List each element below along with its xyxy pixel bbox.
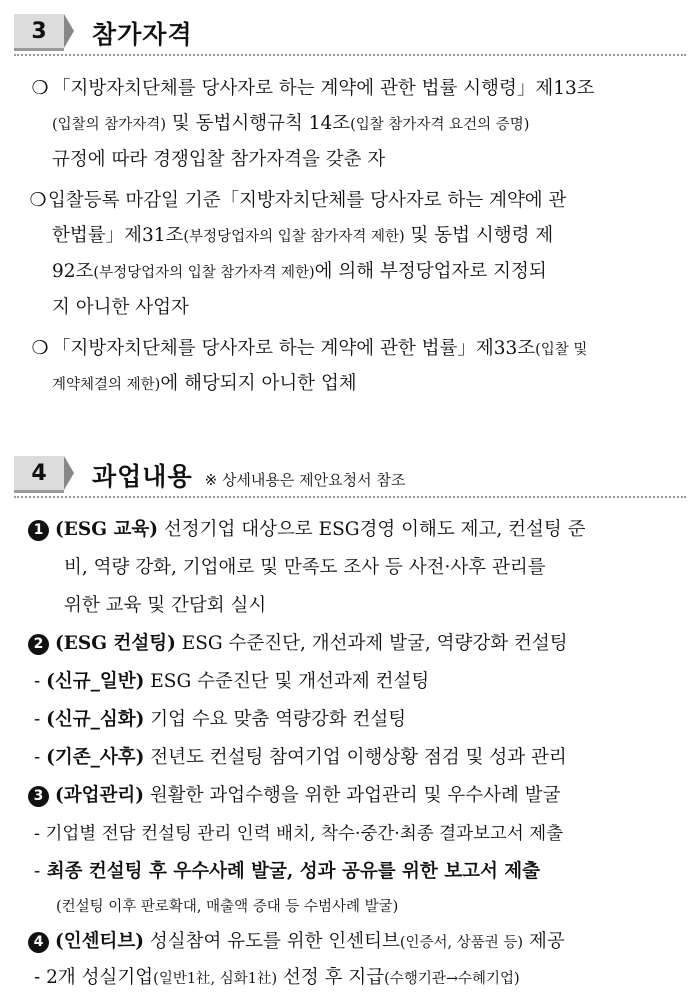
eligibility-item-1-line-3: 규정에 따라 경쟁입찰 참가자격을 갖춘 자 — [52, 149, 386, 170]
task-line: 4 (인센티브) 성실참여 유도를 위한 인센티브(인증서, 상품권 등) 제공 — [28, 924, 700, 960]
section-divider — [14, 496, 686, 498]
task-line: - (신규_일반) ESG 수준진단 및 개선과제 컨설팅 — [34, 671, 430, 692]
number-4-icon: 4 — [28, 932, 49, 953]
circle-bullet-icon: ❍ — [31, 337, 49, 359]
task-line: - 최종 컨설팅 후 우수사례 발굴, 성과 공유를 위한 보고서 제출 — [34, 861, 541, 882]
eligibility-item-1-line-2: (입찰의 참가자격) 및 동법시행규칙 14조(입찰 참가자격 요건의 증명) — [52, 113, 530, 134]
section-title: 과업내용 ※ 상세내용은 제안요청서 참조 — [92, 462, 406, 491]
section-note: ※ 상세내용은 제안요청서 참조 — [204, 471, 406, 489]
number-2-icon: 2 — [28, 634, 49, 655]
task-line: 비, 역량 강화, 기업애로 및 만족도 조사 등 사전·사후 관리를 — [64, 557, 546, 578]
task-line: 2 (ESG 컨설팅) ESG 수준진단, 개선과제 발굴, 역량강화 컨설팅 — [28, 626, 700, 662]
section-title: 참가자격 — [92, 20, 193, 49]
circle-bullet-icon: ❍ — [31, 77, 49, 99]
eligibility-item-3-line-1: ❍ 「지방자치단체를 당사자로 하는 계약에 관한 법률」제33조(입찰 및 — [28, 330, 700, 366]
number-1-icon: 1 — [28, 520, 49, 541]
eligibility-item-1-line-1: ❍ 「지방자치단체를 당사자로 하는 계약에 관한 법률 시행령」제13조 — [28, 70, 700, 106]
task-line: - 2개 성실기업(일반1社, 심화1社) 선정 후 지급(수행기관→수혜기업) — [34, 967, 520, 988]
task-line: - 기업별 전담 컨설팅 관리 인력 배치, 착수·중간·최종 결과보고서 제출 — [34, 824, 564, 844]
task-line: 1 (ESG 교육) 선정기업 대상으로 ESG경영 이해도 제고, 컨설팅 준 — [28, 512, 700, 548]
section-3-header — [0, 6, 700, 56]
task-line: - (신규_심화) 기업 수요 맞춤 역량강화 컨설팅 — [34, 709, 407, 730]
task-line: (컨설팅 이후 판로확대, 매출액 증대 등 수범사례 발굴) — [56, 899, 399, 915]
task-line: 위한 교육 및 간담회 실시 — [64, 595, 267, 616]
eligibility-item-2-line-3: 92조(부정당업자의 입찰 참가자격 제한)에 의해 부정당업자로 지정되 — [52, 261, 547, 282]
section-arrow-icon — [64, 456, 74, 490]
circle-bullet-icon: ❍ — [29, 189, 47, 211]
number-3-icon: 3 — [28, 786, 49, 807]
eligibility-item-2-line-4: 지 아니한 사업자 — [52, 297, 189, 318]
section-4-header — [0, 448, 700, 498]
section-number-badge: 3 — [14, 14, 64, 51]
task-line: - (기존_사후) 전년도 컨설팅 참여기업 이행상황 점검 및 성과 관리 — [34, 747, 567, 768]
eligibility-item-2-line-1: ❍입찰등록 마감일 기준「지방자치단체를 당사자로 하는 계약에 관 — [28, 182, 700, 218]
task-line: 3 (과업관리) 원활한 과업수행을 위한 과업관리 및 우수사례 발굴 — [28, 778, 700, 814]
eligibility-item-2-line-2: 한법률」제31조(부정당업자의 입찰 참가자격 제한) 및 동법 시행령 제 — [52, 225, 554, 246]
eligibility-item-3-line-2: 계약체결의 제한)에 해당되지 아니한 업체 — [52, 373, 357, 394]
section-arrow-icon — [64, 14, 74, 48]
section-number-badge: 4 — [14, 456, 64, 493]
section-divider — [14, 54, 686, 56]
